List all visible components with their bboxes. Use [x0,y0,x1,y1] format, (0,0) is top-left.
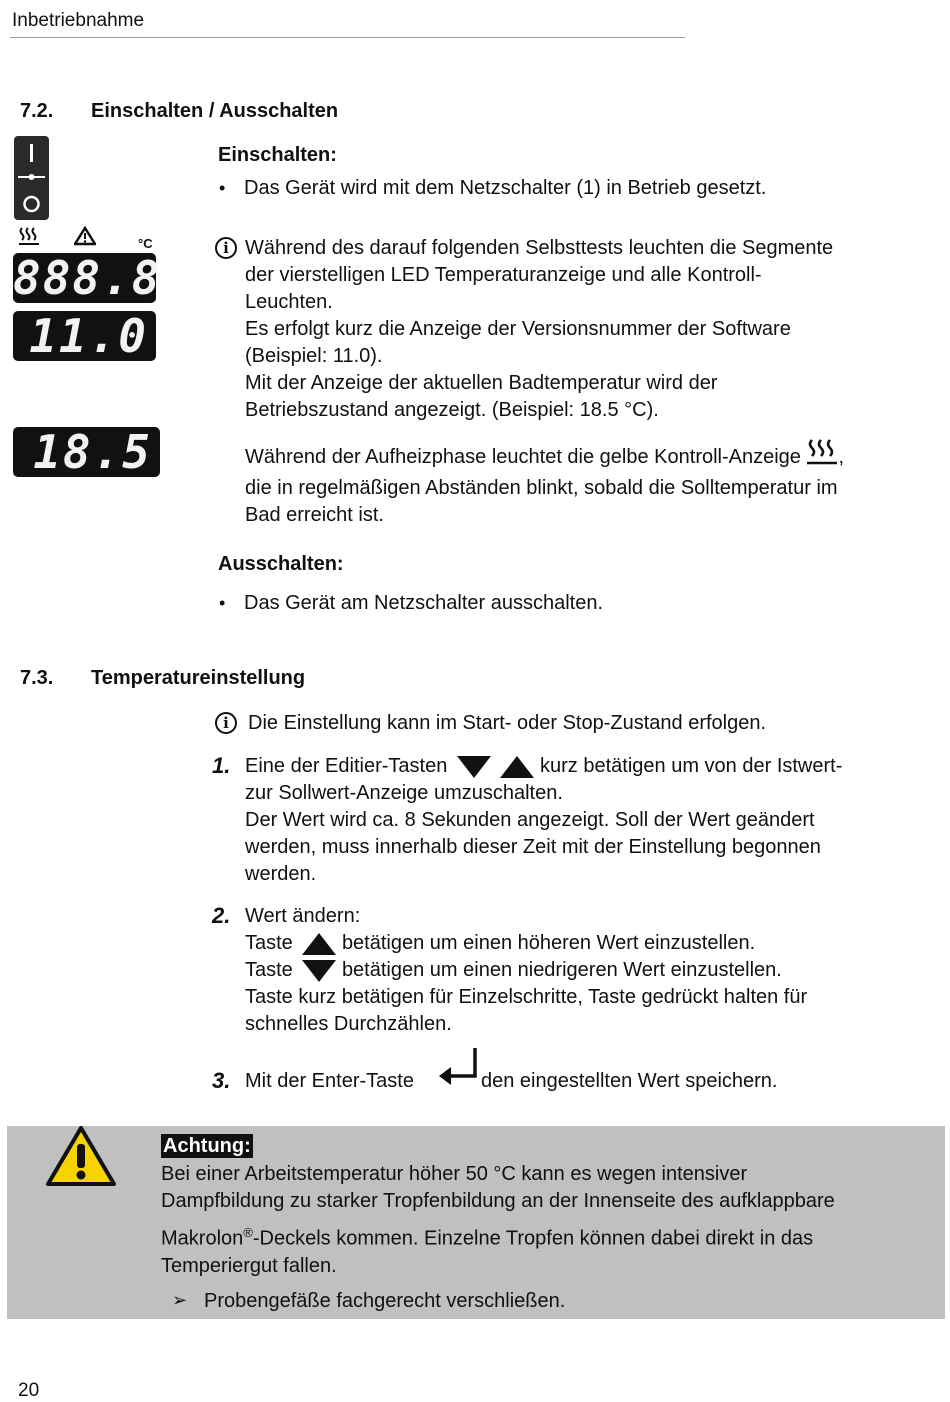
step-2-number: 2. [212,903,231,928]
info-line: Leuchten. [245,291,333,313]
info-line: (Beispiel: 11.0). [245,345,383,367]
arrow-down-icon [302,960,336,982]
heating-line: Bad erreicht ist. [245,504,384,526]
step-1-line: Der Wert wird ca. 8 Sekunden angezeigt. Soll der Wert geändert [245,809,815,831]
arrow-up-icon [302,933,336,955]
step-2-text [245,903,925,1038]
warning-bullet-text: Probengefäße fachgerecht verschließen. [204,1290,566,1312]
power-switch-icon [14,136,49,220]
section-73-number: 7.3. [20,667,54,689]
step-2-up-line: Taste betätigen um einen höheren Wert einzustellen. [245,932,756,954]
header-rule [10,37,685,38]
info-line: der vierstelligen LED Temperaturanzeige und alle Kontroll- [245,264,762,286]
off-heading: Ausschalten: [218,553,344,575]
heating-line: die in regelmäßigen Abständen blinkt, sobald die Solltemperatur im [245,477,838,499]
heating-inline-icon [806,437,838,475]
off-bullet-text: Das Gerät am Netzschalter ausschalten. [244,592,604,614]
step-3-text-a: Mit der Enter-Taste [245,1070,414,1092]
section-73-info: Die Einstellung kann im Start- oder Stop-Zustand erfolgen. [248,712,767,734]
warning-triangle-icon [45,1124,117,1193]
unit-label: °C [138,236,153,251]
warning-label: Achtung: [163,1135,251,1157]
led-display-selftest: 888.8 [13,251,162,305]
warning-line: Dampfbildung zu starker Tropfenbildung an der Innenseite des aufklappbare [161,1190,835,1212]
info-icon: i [215,237,237,259]
on-heading: Einschalten: [218,144,337,166]
section-73-title: Temperatureinstellung [91,667,306,689]
step-2-down-line: Taste betätigen um einen niedrigeren Wert einzustellen. [245,959,782,981]
step-1-line-1: Eine der Editier-Tasten kurz betätigen um von der Istwert- [245,755,843,777]
arrow-down-icon [457,756,491,778]
info-line: Während des darauf folgenden Selbsttests leuchten die Segmente [245,237,834,259]
enter-key-icon [437,1046,479,1095]
warning-line: Bei einer Arbeitstemperatur höher 50 °C kann es wegen intensiver [161,1163,748,1185]
arrow-bullet-icon: ➢ [172,1290,188,1310]
step-3-text-b: den eingestellten Wert speichern. [481,1070,778,1092]
warning-text [161,1161,931,1280]
section-72-title: Einschalten / Ausschalten [91,100,339,122]
step-1-text [245,753,925,888]
step-1-line: werden, muss innerhalb dieser Zeit mit der Einstellung begonnen [245,836,821,858]
step-2-line: schnelles Durchzählen. [245,1013,452,1035]
step-3-number: 3. [212,1068,231,1093]
led-display-temperature: 18.5 [13,427,160,477]
info-icon: i [215,712,237,734]
info-line: Es erfolgt kurz die Anzeige der Versionsnummer der Software [245,318,791,340]
heating-text-block [245,437,925,529]
arrow-up-icon [500,756,534,778]
info-line: Betriebszustand angezeigt. (Beispiel: 18.5 °C). [245,399,659,421]
warning-line-3: Makrolon®-Deckels kommen. Einzelne Tropfen können dabei direkt in das [161,1225,814,1250]
heating-line-1: Während der Aufheizphase leuchtet die gelbe Kontroll-Anzeige , [245,437,925,475]
on-bullet-text: Das Gerät wird mit dem Netzschalter (1) in Betrieb gesetzt. [244,177,767,199]
step-1-line: werden. [245,863,317,885]
alarm-triangle-icon [74,226,96,251]
section-72-number: 7.2. [20,100,54,122]
heating-icon [18,226,40,251]
step-2-line: Taste kurz betätigen für Einzelschritte, Taste gedrückt halten für [245,986,808,1008]
led-display-version: 11.0 [13,311,156,361]
running-header: Inbetriebnahme [12,10,145,31]
info-line: Mit der Anzeige der aktuellen Badtemperatur wird der [245,372,718,394]
step-2-line-1: Wert ändern: [245,905,361,927]
page-number: 20 [18,1380,40,1401]
warning-line: Temperiergut fallen. [161,1254,337,1277]
step-1-line: zur Sollwert-Anzeige umzuschalten. [245,782,563,804]
bullet-dot: • [219,593,226,613]
info-text-block [245,235,833,424]
step-1-number: 1. [212,753,231,778]
bullet-dot: • [219,178,226,198]
